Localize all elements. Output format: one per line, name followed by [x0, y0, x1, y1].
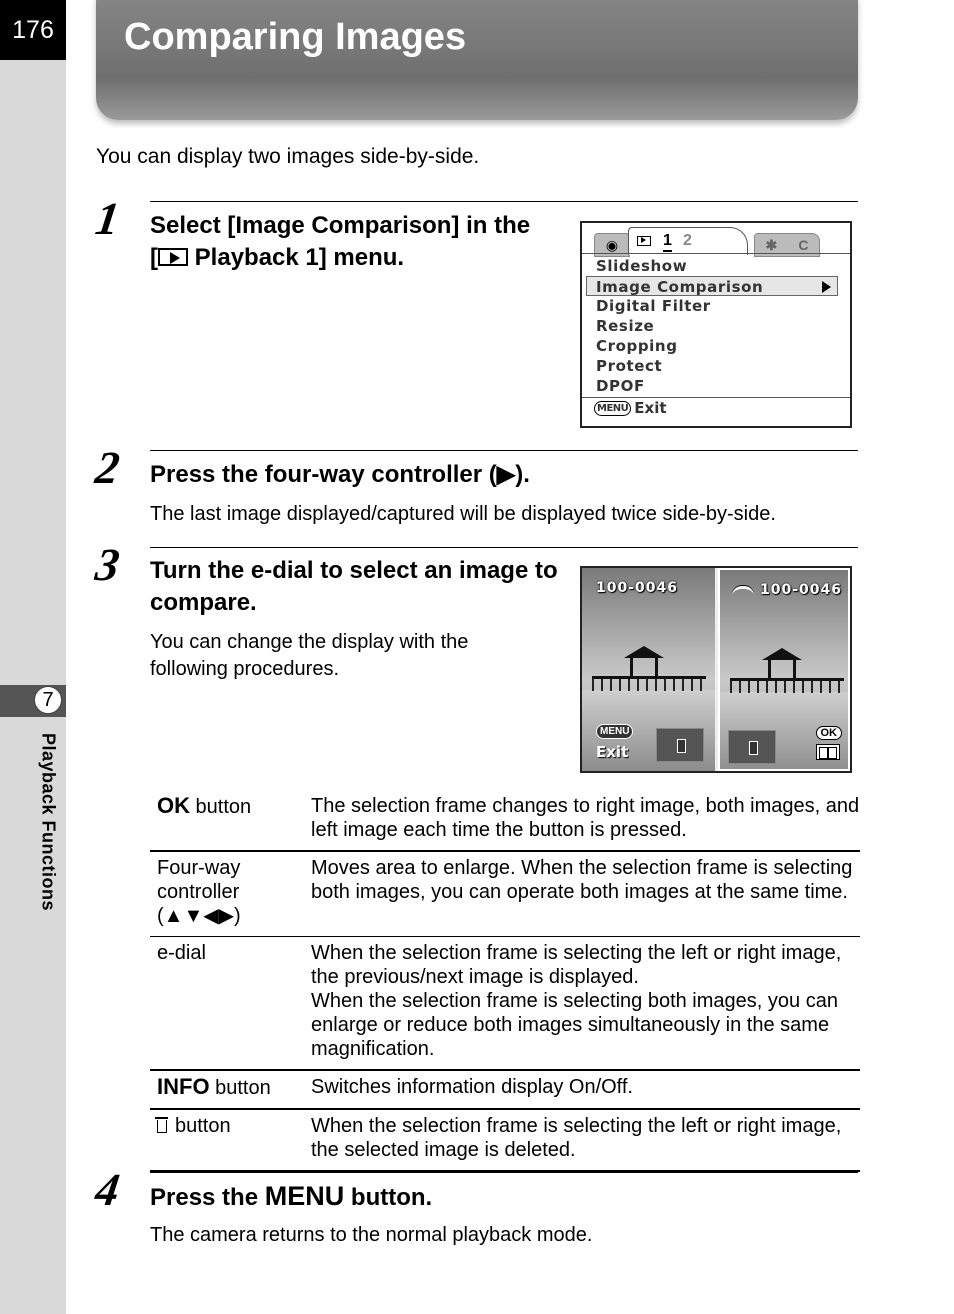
table-row — [150, 790, 860, 851]
divider — [582, 253, 850, 254]
exit-label: Exit — [634, 399, 667, 417]
file-number: 100-0046 — [596, 580, 678, 596]
step-title-bracket: [ — [150, 244, 158, 271]
table-cell-desc — [304, 937, 860, 1071]
left-image-pane — [582, 568, 715, 771]
pier-hut — [624, 646, 664, 670]
playback-icon — [158, 248, 188, 266]
menu-button-icon: MENU — [594, 401, 631, 416]
step-number: 4 — [92, 1164, 123, 1215]
protect-icon — [732, 586, 754, 598]
step-title-text: button. — [344, 1184, 433, 1211]
table-cell-desc: Switches information display On/Off. — [311, 1076, 633, 1098]
wrench-icon: ✱ — [765, 236, 778, 253]
divider — [582, 397, 850, 398]
menu-key: MENU — [264, 1181, 345, 1211]
right-image-pane — [718, 568, 850, 771]
page-number: 176 — [0, 0, 66, 60]
step-body: The camera returns to the normal playback mode. — [150, 1224, 593, 1246]
key-line: Four-way — [157, 857, 241, 879]
camera-icon: ◉ — [594, 233, 630, 257]
step-body: The last image displayed/captured will be displayed twice side-by-side. — [150, 503, 776, 525]
info-key: INFO — [157, 1074, 210, 1099]
tab-playback — [628, 227, 748, 255]
table-cell-key — [150, 851, 304, 937]
desc-line: When the selection frame is selecting both images, you can enlarge or reduce both images simultaneously in the same magnification. — [311, 990, 838, 1060]
step-title: Press the four-way controller (▶). — [150, 461, 530, 488]
chapter-number: 7 — [34, 686, 62, 714]
desc-line: When the selection frame is selecting the left or right image, the previous/next image is displayed. — [311, 942, 842, 988]
frame-indicator-icon — [728, 730, 776, 764]
menu-list — [594, 256, 846, 396]
step-number: 2 — [92, 442, 123, 493]
step-number: 3 — [92, 539, 123, 590]
procedures-table — [150, 790, 860, 1172]
menu-item-label: Image Comparison — [596, 278, 764, 296]
menu-item-selected — [586, 276, 838, 296]
menu-item: Slideshow — [596, 257, 688, 275]
table-cell-key — [150, 1070, 304, 1109]
playback-icon — [637, 236, 651, 246]
menu-item: Protect — [596, 357, 663, 375]
step-title-text: Press the — [150, 1184, 265, 1211]
step-title-text: Playback 1] menu. — [188, 244, 405, 271]
table-row — [150, 937, 860, 1071]
step-divider — [150, 1172, 858, 1173]
step-title — [150, 210, 570, 274]
step-divider — [150, 547, 858, 548]
frame-indicator-icon — [656, 728, 704, 762]
compare-screenshot — [580, 566, 852, 773]
tab-page-other: 2 — [683, 232, 692, 249]
page-title: Comparing Images — [124, 16, 467, 58]
sidebar — [0, 0, 66, 1314]
trash-icon — [157, 1120, 167, 1133]
pier-hut — [762, 648, 802, 672]
both-images-icon — [816, 744, 840, 760]
table-cell-key — [150, 1109, 304, 1171]
ok-key: OK — [157, 793, 190, 818]
step-title — [150, 1180, 432, 1214]
key-suffix: button — [190, 796, 252, 818]
menu-item: DPOF — [596, 377, 645, 395]
menu-item: Cropping — [596, 337, 678, 355]
step-divider — [150, 201, 858, 202]
table-cell-desc: Moves area to enlarge. When the selection frame is selecting both images, you can operate both images at the same time. — [311, 857, 853, 903]
pier — [730, 678, 844, 693]
key-line: (▲▼◀▶) — [157, 905, 241, 927]
menu-tabs — [592, 227, 842, 253]
table-cell-key: e-dial — [157, 942, 206, 964]
step-title: Turn the e-dial to select an image to compare. — [150, 557, 558, 616]
key-suffix: button — [209, 1077, 271, 1099]
pier — [592, 676, 706, 691]
key-line: controller — [157, 881, 240, 903]
file-number: 100-0046 — [760, 582, 842, 598]
step-body: You can change the display with the following procedures. — [150, 631, 469, 680]
table-cell-desc: The selection frame changes to right image, both images, and left image each time the button is pressed. — [311, 795, 860, 841]
step-divider — [150, 450, 858, 451]
menu-item: Resize — [596, 317, 655, 335]
menu-screenshot — [580, 221, 852, 428]
menu-button-icon: MENU — [596, 724, 633, 739]
table-row — [150, 1070, 860, 1109]
ok-button-icon: OK — [816, 726, 843, 740]
table-row — [150, 851, 860, 937]
table-cell-desc: When the selection frame is selecting the left or right image, the selected image is deleted. — [311, 1115, 842, 1161]
chevron-right-icon — [822, 281, 831, 293]
menu-footer — [594, 399, 667, 417]
menu-item: Digital Filter — [596, 297, 711, 315]
step-number: 1 — [92, 193, 123, 244]
intro-text: You can display two images side-by-side. — [96, 145, 480, 168]
step-title-text: Select [Image Comparison] in the — [150, 212, 531, 239]
chapter-label: Playback Functions — [38, 733, 59, 912]
exit-label: Exit — [596, 743, 629, 761]
tab-page-active: 1 — [663, 232, 672, 252]
key-suffix: button — [175, 1115, 231, 1137]
custom-tab-letter: C — [798, 237, 809, 253]
table-cell-key — [150, 790, 304, 851]
table-row — [150, 1109, 860, 1171]
